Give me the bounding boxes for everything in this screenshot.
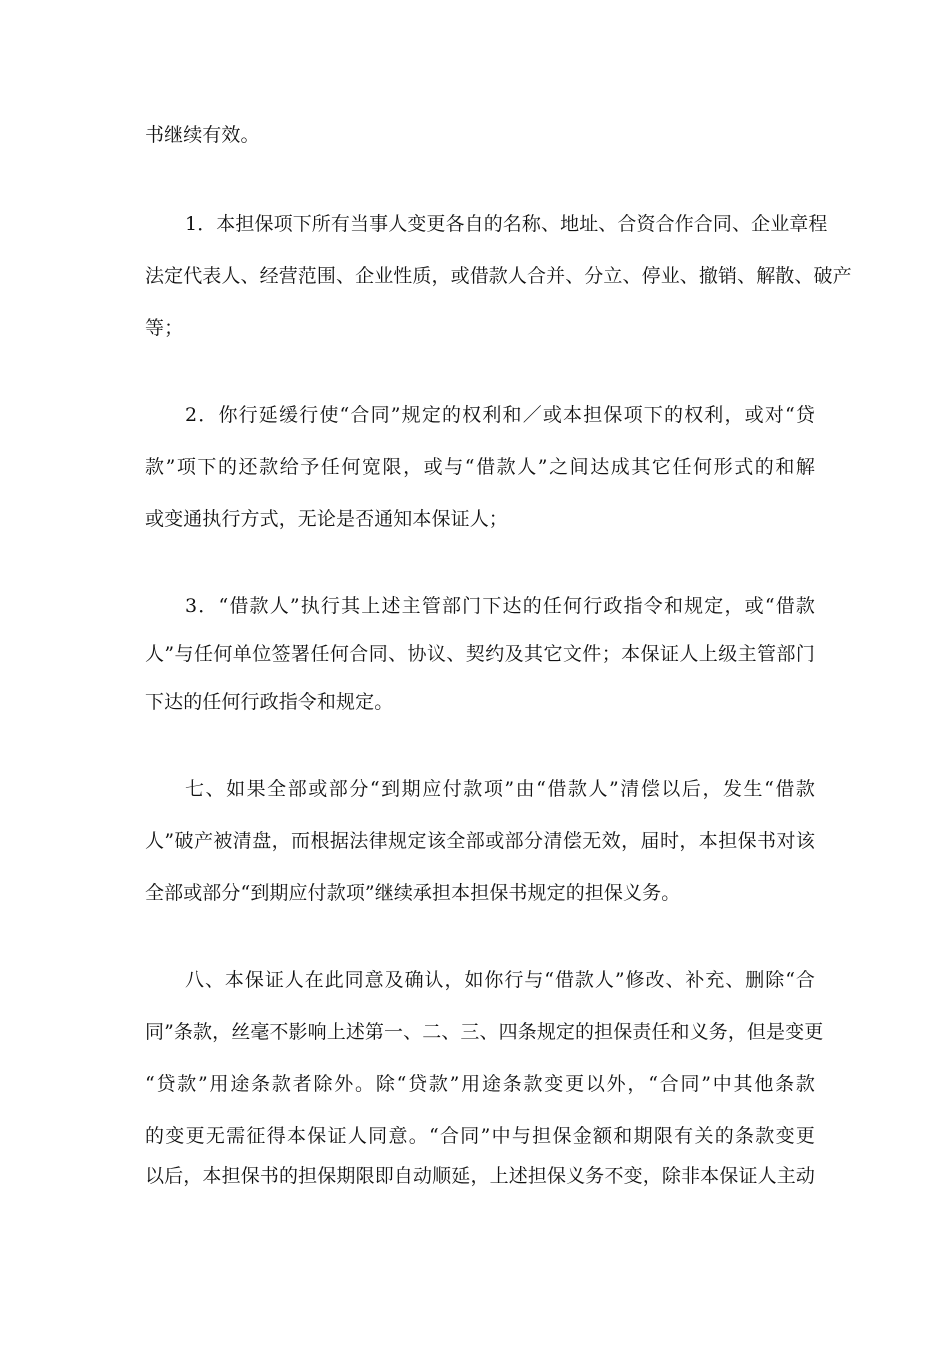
paragraph-article-8-line-1: 八、本保证人在此同意及确认，如你行与“借款人”修改、补充、删除“合 (185, 969, 815, 991)
paragraph-article-8-line-5: 以后，本担保书的担保期限即自动顺延，上述担保义务不变，除非本保证人主动 (145, 1165, 815, 1187)
paragraph-article-8-line-2: 同”条款，丝毫不影响上述第一、二、三、四条规定的担保责任和义务，但是变更 (145, 1021, 824, 1043)
paragraph-article-8-line-4: 的变更无需征得本保证人同意。“合同”中与担保金额和期限有关的条款变更 (145, 1125, 815, 1147)
paragraph-continuation-line-1: 书继续有效。 (145, 124, 260, 146)
paragraph-item-1-line-2: 法定代表人、经营范围、企业性质，或借款人合并、分立、停业、撤销、解散、破产 (145, 265, 852, 287)
paragraph-article-7-line-3: 全部或部分“到期应付款项”继续承担本担保书规定的担保义务。 (145, 882, 681, 904)
paragraph-item-2-line-2: 款”项下的还款给予任何宽限，或与“借款人”之间达成其它任何形式的和解 (145, 456, 815, 478)
paragraph-item-2-line-3: 或变通执行方式，无论是否通知本保证人； (145, 508, 508, 530)
paragraph-article-7-line-1: 七、如果全部或部分“到期应付款项”由“借款人”清偿以后，发生“借款 (185, 778, 815, 800)
paragraph-item-1-line-3: 等； (145, 317, 184, 339)
paragraph-item-3-line-1: 3．“借款人”执行其上述主管部门下达的任何行政指令和规定，或“借款 (185, 595, 815, 617)
paragraph-item-3-line-3: 下达的任何行政指令和规定。 (145, 691, 394, 713)
paragraph-article-8-line-3: “贷款”用途条款者除外。除“贷款”用途条款变更以外，“合同”中其他条款 (145, 1073, 815, 1095)
paragraph-article-7-line-2: 人”破产被清盘，而根据法律规定该全部或部分清偿无效，届时，本担保书对该 (145, 830, 815, 852)
paragraph-item-2-line-1: 2．你行延缓行使“合同”规定的权利和／或本担保项下的权利，或对“贷 (185, 404, 815, 426)
paragraph-item-1-line-1: 1．本担保项下所有当事人变更各自的名称、地址、合资合作合同、企业章程 (185, 213, 828, 235)
paragraph-item-3-line-2: 人”与任何单位签署任何合同、协议、契约及其它文件；本保证人上级主管部门 (145, 643, 815, 665)
